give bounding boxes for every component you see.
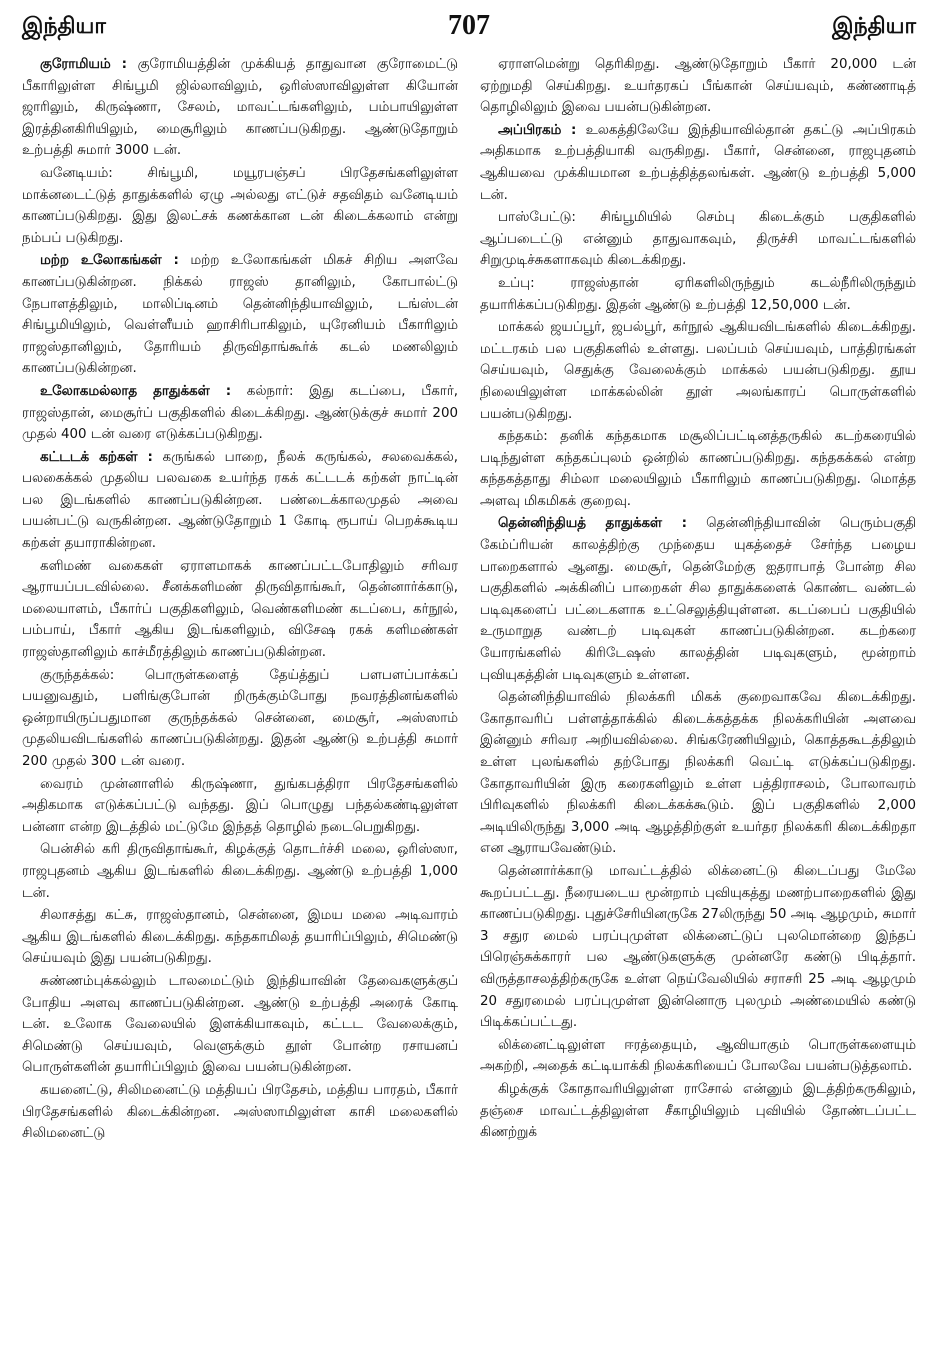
paragraph — [22, 665, 458, 773]
paragraph-text: பென்சில் கரி திருவிதாங்கூர், கிழக்குத் தொடர்ச்சி மலை, ஒரிஸ்ஸா, ராஜபுதனம் ஆகிய இடங்களில் கிடைக்கிறது. ஆண்டு உற்பத்தி 1,000 டன். — [22, 842, 458, 901]
paragraph-text: குரோமியத்தின் முக்கியத் தாதுவான குரோமைட்டு பீகாரிலுள்ள சிங்பூமி ஜில்லாவிலும், ஒரிஸ்ஸாவிலுள்ள கியோன் ஜாரிலும், கிருஷ்ணா, சேலம், மாவட்டங்களிலும், பம்பாயிலுள்ள இரத்தினகிரியிலும், மைசூரிலும் காணப்படுகிறது. ஆண்டுதோறும் உற்பத்தி சுமார் 3000 டன். — [22, 57, 458, 159]
paragraph — [480, 317, 916, 425]
paragraph — [22, 54, 458, 162]
paragraph-text: தென்னார்க்காடு மாவட்டத்தில் லிக்னைட்டு கிடைப்பது மேலே கூறப்பட்டது. நீரையடைய மூன்றாம் புவியுகத்து மணற்பாறைகளில் இது காணப்படுகிறது. புதுச்சேரியினருகே 27லிருந்து 50 அடி ஆழமும், சுமார் 3 சதுர மைல் பரப்புமுள்ள லிக்னைட்டுப் புலமொன்றை இந்தப் பிரெஞ்சுக்காரர் பல ஆண்டுகளுக்கு முன்னரே கண்டு பிடித்தார். விருத்தாசலத்திற்கருகே உள்ள நெய்வேலியில் சராசரி 25 அடி ஆழமும் 20 சதுரமைல் பரப்புமுள்ள இன்னொரு புலமும் அண்மையில் கண்டு பிடிக்கப்பட்டது. — [480, 863, 916, 1031]
paragraph-text: தென்னிந்தியாவில் நிலக்கரி மிகக் குறைவாகவே கிடைக்கிறது. கோதாவரிப் பள்ளத்தாக்கில் கிடைக்கத்தக்க நிலக்கரியின் அளவை இன்னும் சரிவர அறியவில்லை. சிங்கரேணியிலும், கொத்தகூடத்திலும் உள்ள புலங்களில் தற்போது நிலக்கரி வெட்டி எடுக்கப்படுகிறது. கோதாவரியின் இரு கரைகளிலும் உள்ள பத்திராசலம், போலாவரம் பிரிவுகளில் நிலக்கரி கிடைக்கக்கூடும். இப் பகுதிகளில் 2,000 அடியிலிருந்து 3,000 அடி ஆழத்திற்குள் உயர்தர நிலக்கரி கிடைக்கிறதா என ஆராயவேண்டும். — [480, 690, 916, 857]
right-column — [480, 54, 916, 1354]
paragraph — [22, 447, 458, 555]
paragraph-text: மாக்கல் ஜயப்பூர், ஜபல்பூர், கர்நூல் ஆகியவிடங்களில் கிடைக்கிறது. மட்டரகம் பல பகுதிகளில் உள்ளது. பலப்பம் செய்யவும், பாத்திரங்கள் செய்யவும், செதுக்கு வேலைக்கும் மாக்கல் பயன்படுகிறது. தூய நிலையிலுள்ள மாக்கல்லின் தூள் அலங்காரப் பொருள்களில் பயன்படுகிறது. — [480, 320, 916, 422]
paragraph-text: பாஸ்பேட்டு: சிங்பூமியில் செம்பு கிடைக்கும் பகுதிகளில் ஆப்படைட்டு என்னும் தாதுவாகவும், திருச்சி மாவட்டங்களில் சிறுமுடிச்சுகளாகவும் கிடைக்கிறது. — [480, 210, 916, 269]
paragraph-text: உலகத்திலேயே இந்தியாவில்தான் தகட்டு அப்பிரகம் அதிகமாக உற்பத்தியாகி வருகிறது. பீகார், சென்னை, ராஜபுதனம் ஆகியவை முக்கியமான உற்பத்தித்தலங்கள். ஆண்டு உற்பத்தி 5,000 டன். — [480, 122, 916, 203]
paragraph — [22, 163, 458, 249]
paragraph — [480, 426, 916, 512]
running-head-right: இந்தியா — [832, 14, 916, 39]
paragraph-text: கல்நார்: இது கடப்பை, பீகார், ராஜஸ்தான், மைசூர்ப் பகுதிகளில் கிடைக்கிறது. ஆண்டுக்குச் சுமார் 200 முதல் 400 டன் வரை எடுக்கப்படுகிறது. — [22, 383, 459, 443]
paragraph-lead: கட்டடக் கற்கள் : — [40, 449, 153, 465]
paragraph-text: கிழக்குக் கோதாவரியிலுள்ள ராசோல் என்னும் இடத்திற்கருகிலும், தஞ்சை மாவட்டத்திலுள்ள சீகாழியிலும் புவியில் தோண்டப்பட்ட கிணற்றுக் — [480, 1081, 916, 1141]
paragraph — [480, 513, 916, 686]
paragraph — [480, 54, 916, 119]
left-column — [22, 54, 458, 1354]
paragraph — [480, 207, 916, 272]
paragraph-text: சிலாசத்து கட்சு, ராஜஸ்தானம், சென்னை, இமய மலை அடிவாரம் ஆகிய இடங்களில் கிடைக்கிறது. கந்தகாமிலத் தயாரிப்பிலும், சிமெண்டு செய்யவும் இது பயன்படுகிறது. — [22, 908, 458, 967]
paragraph-text: மற்ற உலோகங்கள் மிகச் சிறிய அளவே காணப்படுகின்றன. நிக்கல் ராஜஸ் தானிலும், கோபால்ட்டு நேபாளத்திலும், மாலிப்டினம் தென்னிந்தியாவிலும், டங்ஸ்டன் சிங்பூமியிலும், வெள்ளீயம் ஹாசிரிபாகிலும், யுரேனியம் பீகாரிலும் ராஜஸ்தானிலும், தோரியம் திருவிதாங்கூர்க் கடல் மணலிலும் காணப்படுகின்றன. — [22, 253, 458, 377]
paragraph — [480, 273, 916, 316]
paragraph — [480, 687, 916, 860]
paragraph — [480, 1079, 916, 1144]
paragraph-text: குருந்தக்கல்: பொருள்களைத் தேய்த்துப் பளபளப்பாக்கப் பயனுவதும், பளிங்குபோன் றிருக்கும்போது நவரத்தினங்களில் ஒன்றாயிருப்பதுமான குருந்தக்கல் சென்னை, மைசூர், அஸ்ஸாம் முதலியவிடங்களில் காணப்படுகின்றது. இதன் ஆண்டு உற்பத்தி சுமார் 200 முதல் 300 டன் வரை. — [22, 667, 458, 769]
paragraph — [22, 971, 458, 1079]
running-head-left: இந்தியா — [22, 14, 106, 39]
paragraph — [22, 774, 458, 839]
paragraph-text: கந்தகம்: தனிக் கந்தகமாக மசூலிப்பட்டினத்தருகில் கடற்கரையில் படிந்துள்ள கந்தகப்புலம் ஒன்றில் காணப்படுகிறது. கந்தகக்கல் என்ற கந்தகத்தாது சிம்லா மலையிலும் பீகாரிலும் காணப்படுகிறது. மொத்த அளவு மிகமிகக் குறைவு. — [480, 429, 916, 509]
paragraph — [22, 381, 458, 446]
paragraph-lead: தென்னிந்தியத் தாதுக்கள் : — [498, 516, 687, 532]
paragraph — [22, 905, 458, 970]
paragraph-lead: உலோகமல்லாத தாதுக்கள் : — [40, 383, 232, 399]
paragraph — [22, 839, 458, 904]
paragraph — [480, 861, 916, 1034]
page-number: 707 — [448, 10, 490, 41]
paragraph-text: சுண்ணம்புக்கல்லும் டாலமைட்டும் இந்தியாவின் தேவைகளுக்குப் போதிய அளவு காணப்படுகின்றன. ஆண்டு உற்பத்தி அரைக் கோடி டன். உலோக வேலையில் இளக்கியாகவும், கட்டட வேலைக்கும், சிமெண்டு செய்யவும், வெளுக்கும் தூள் போன்ற ரசாயனப் பொருள்களின் தயாரிப்பிலும் இவை பயன்படுகின்றன. — [22, 973, 458, 1076]
paragraph — [22, 1080, 458, 1145]
paragraph-text: தென்னிந்தியாவின் பெரும்பகுதி கேம்ப்ரியன் காலத்திற்கு முந்தைய யுகத்தைச் சேர்ந்த பழைய பாறைகளால் ஆனது. மைசூர், தென்மேற்கு ஐதராபாத் போன்ற சில பகுதிகளில் அக்கினிப் பாறைகள் சில தாதுக்களைக் கொண்ட வண்டல் படிவுகளைப் பட்டைகளாக உட்செலுத்தியுள்ளன. கடப்பைப் பகுதியில் உருமாறுத வண்டற் படிவுகள் காணப்படுகின்றன. கடற்கரை யோரங்களில் கிரிடேஷஸ் காலத்தின் படிவுகளும், மூன்றாம் புவியுகத்தின் படிவுகளும் உள்ளன. — [480, 516, 916, 683]
paragraph-text: வனேடியம்: சிங்பூமி, மயூரபஞ்சப் பிரதேசங்களிலுள்ள மாக்னடைட்டுத் தாதுக்களில் ஏழு அல்லது எட்டுச் சதவிதம் வனேடியம் காணப்படுகிறது. இது இலட்சக் கணக்கான டன் கிடைக்கலாம் என்று நம்பப் படுகிறது. — [22, 165, 458, 246]
paragraph-text: கயனைட்டு, சிலிமனைட்டு மத்தியப் பிரதேசம், மத்திய பாரதம், பீகார் பிரதேசங்களில் கிடைக்கின்றன. அஸ்ஸாமிலுள்ள காசி மலைகளில் சிலிமனைட்டு — [22, 1082, 458, 1142]
page-header — [22, 10, 916, 54]
paragraph-lead: அப்பிரகம் : — [498, 122, 577, 138]
paragraph-text: கருங்கல் பாறை, நீலக் கருங்கல், சலவைக்கல், பலகைக்கல் முதலிய பலவகை உயர்ந்த ரகக் கட்டடக் கற்கள் நாட்டின் பல இடங்களில் காணப்படுகின்றன. பண்டைக்காலமுதல் அவை பயன்பட்டு வருகின்றன. ஆண்டுதோறும் 1 கோடி ரூபாய் பெறக்கூடிய கற்கள் தயாராகின்றன. — [22, 449, 458, 552]
paragraph-text: ஏராளமென்று தெரிகிறது. ஆண்டுதோறும் பீகார் 20,000 டன் ஏற்றுமதி செய்கிறது. உயர்தரகப் பீங்கான் செய்யவும், கண்ணாடித் தொழிலிலும் இவை பயன்படுகின்றன. — [480, 57, 916, 116]
paragraph-text: உப்பு: ராஜஸ்தான் ஏரிகளிலிருந்தும் கடல்நீரிலிருந்தும் தயாரிக்கப்படுகிறது. இதன் ஆண்டு உற்பத்தி 12,50,000 டன். — [480, 275, 916, 313]
paragraph — [480, 1035, 916, 1078]
paragraph — [22, 250, 458, 380]
paragraph — [480, 120, 916, 206]
paragraph-text: வைரம் முன்னாளில் கிருஷ்ணா, துங்கபத்திரா பிரதேசங்களில் அதிகமாக எடுக்கப்பட்டு வந்தது. இப் பொழுது பந்தல்கண்டிலுள்ள பன்னா என்ற இடத்தில் மட்டுமே இந்தத் தொழில் நடைபெறுகிறது. — [22, 776, 458, 835]
paragraph-text: லிக்னைட்டிலுள்ள ஈரத்தையும், ஆவியாகும் பொருள்களையும் அகற்றி, அதைக் கட்டியாக்கி நிலக்கரியைப் போலவே பயன்படுத்தலாம். — [480, 1037, 916, 1075]
paragraph — [22, 556, 458, 664]
paragraph-lead: மற்ற உலோகங்கள் : — [40, 253, 179, 269]
text-columns — [22, 54, 916, 1354]
paragraph-text: களிமண் வகைகள் ஏராளமாகக் காணப்பட்டபோதிலும் சரிவர ஆராயப்படவில்லை. சீனக்களிமண் திருவிதாங்கூர், தென்னார்க்காடு, மலையாளம், பீகார்ப் பகுதிகளிலும், வெண்களிமண் கடப்பை, கர்நூல், பம்பாய், பீகார் ஆகிய இடங்களிலும், விசேஷ ரகக் களிமண்கள் ராஜஸ்தானிலும் காச்மீரத்திலும் காணப்படுகின்றன. — [22, 558, 458, 661]
paragraph-lead: குரோமியம் : — [40, 57, 128, 72]
